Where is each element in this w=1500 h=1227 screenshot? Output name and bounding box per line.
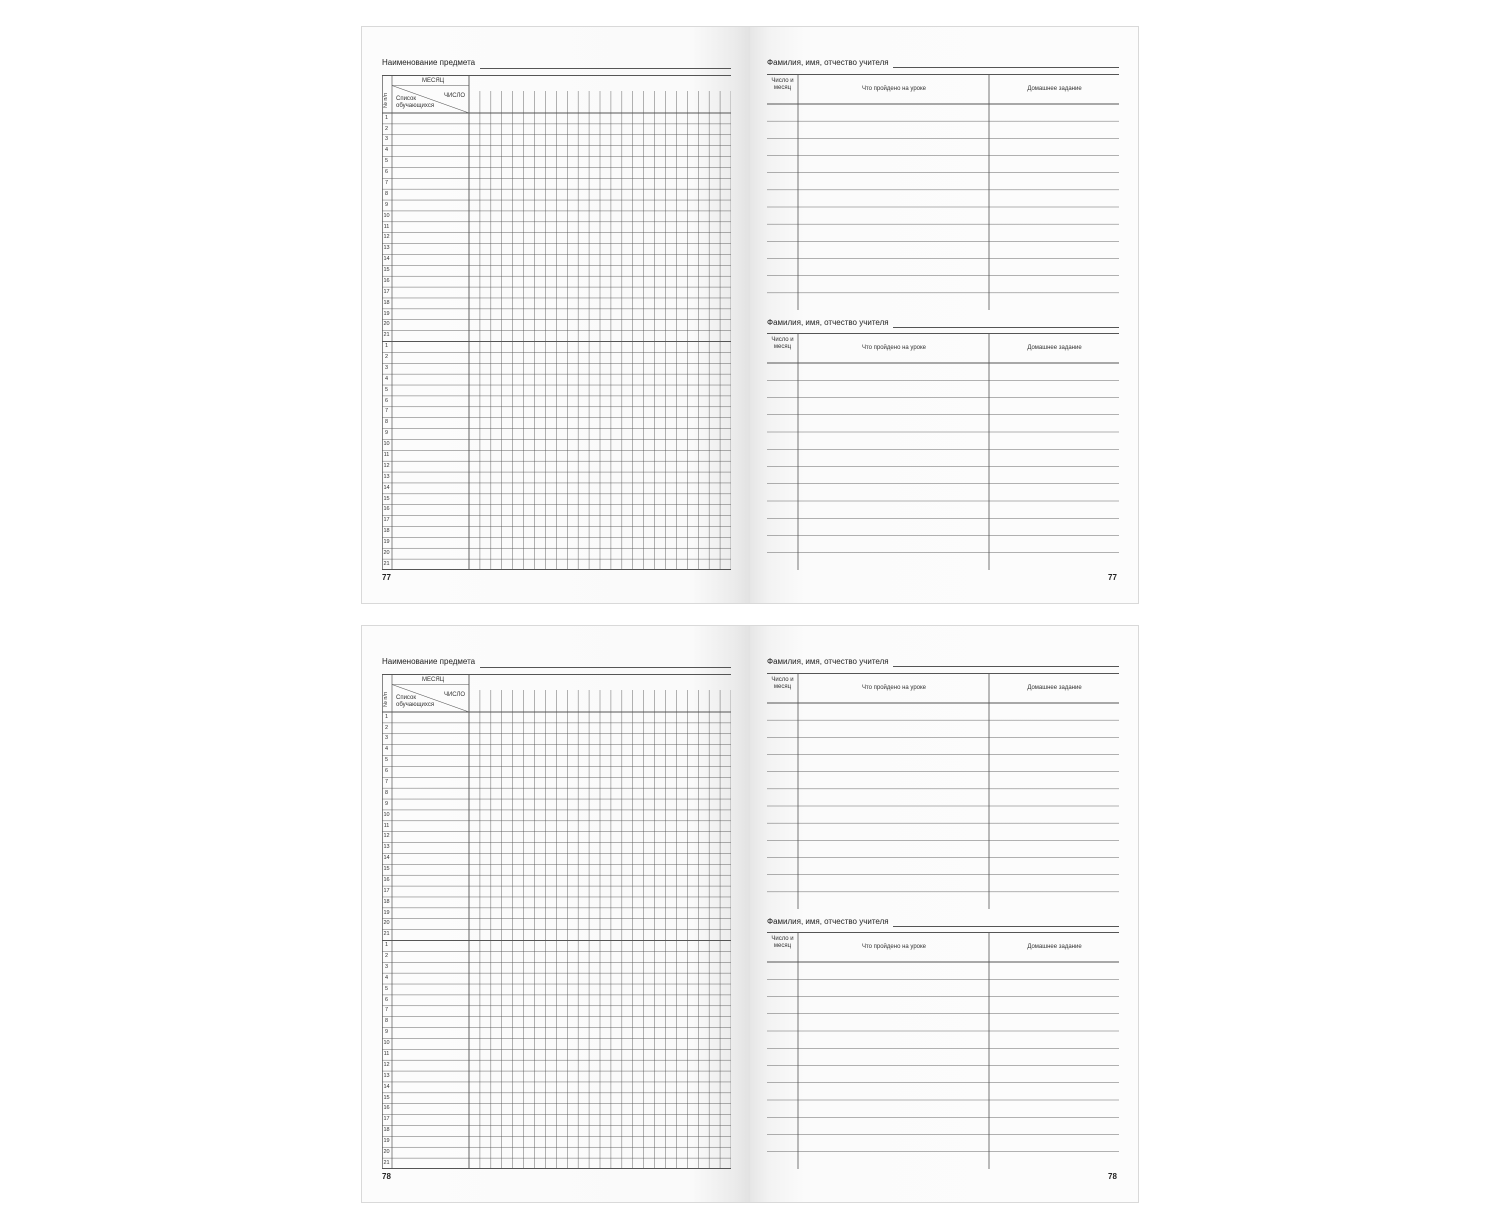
row-number: 13 (383, 473, 390, 480)
teacher-label-bottom: Фамилия, имя, отчество учителя (767, 917, 889, 926)
col-date-header: Число и месяц (771, 337, 794, 350)
page-number-left: 77 (382, 573, 391, 582)
row-number: 17 (383, 288, 390, 295)
row-number: 13 (383, 1072, 390, 1079)
row-number: 14 (383, 1083, 390, 1090)
header-month: МЕСЯЦ (422, 677, 445, 683)
header-students: Список обучающихся (396, 695, 435, 708)
row-number: 3 (384, 136, 389, 143)
row-number: 12 (383, 234, 390, 241)
row-number: 13 (383, 245, 390, 252)
row-number: 8 (384, 1018, 389, 1025)
row-number: 1 (384, 713, 389, 720)
left-page-grades (362, 27, 750, 603)
teacher-field-line-top[interactable] (893, 67, 1119, 68)
teacher-field-line-bottom[interactable] (893, 926, 1119, 927)
row-number: 18 (383, 898, 390, 905)
row-number: 7 (384, 408, 389, 415)
col-covered-header: Что пройдено на уроке (861, 345, 927, 351)
row-number: 9 (384, 430, 389, 437)
row-number: 4 (384, 974, 389, 981)
grades-grid[interactable] (382, 75, 731, 570)
row-number: 12 (383, 462, 390, 469)
row-number: 8 (384, 789, 389, 796)
col-homework-header: Домашнее задание (1027, 685, 1082, 691)
col-date-header: Число и месяц (771, 936, 794, 949)
row-number: 5 (384, 757, 389, 764)
row-number: 7 (384, 778, 389, 785)
row-number: 15 (383, 267, 390, 274)
teacher-label-bottom: Фамилия, имя, отчество учителя (767, 318, 889, 327)
row-number: 18 (383, 299, 390, 306)
row-number: 9 (384, 800, 389, 807)
row-number: 18 (383, 1127, 390, 1134)
row-number: 15 (383, 866, 390, 873)
row-number: 3 (384, 963, 389, 970)
row-number: 5 (384, 386, 389, 393)
row-number: 20 (383, 321, 390, 328)
row-number: 4 (384, 147, 389, 154)
header-month: МЕСЯЦ (422, 78, 445, 84)
row-number: 7 (384, 1007, 389, 1014)
lesson-table-top[interactable] (767, 74, 1119, 310)
subject-label: Наименование предмета (382, 657, 476, 666)
subject-field-line[interactable] (480, 68, 731, 69)
col-homework-header: Домашнее задание (1027, 944, 1082, 950)
col-date-header: Число и месяц (771, 677, 794, 690)
row-number: 16 (383, 506, 390, 513)
row-number: 6 (384, 169, 389, 176)
row-number: 2 (384, 724, 389, 731)
row-number: 10 (383, 441, 390, 448)
grades-grid[interactable] (382, 674, 731, 1169)
right-page-lessons (750, 626, 1138, 1202)
row-number: 19 (383, 310, 390, 317)
header-day: ЧИСЛО (444, 93, 466, 99)
lesson-table-top[interactable] (767, 673, 1119, 909)
row-number: 19 (383, 1138, 390, 1145)
row-number: 17 (383, 1116, 390, 1123)
row-number: 20 (383, 1148, 390, 1155)
col-homework-header: Домашнее задание (1027, 86, 1082, 92)
row-number: 16 (383, 1105, 390, 1112)
row-number: 11 (383, 223, 390, 230)
row-number: 4 (384, 746, 389, 753)
row-number: 10 (383, 1040, 390, 1047)
row-number: 17 (383, 887, 390, 894)
row-number: 2 (384, 953, 389, 960)
page-number-right: 77 (1108, 573, 1117, 582)
row-number: 3 (384, 735, 389, 742)
row-number: 14 (383, 855, 390, 862)
row-number: 15 (383, 1094, 390, 1101)
page-number-right: 78 (1108, 1172, 1117, 1181)
row-number: 12 (383, 1061, 390, 1068)
row-number: 16 (383, 876, 390, 883)
row-number: 14 (383, 484, 390, 491)
subject-field-line[interactable] (480, 667, 731, 668)
row-number: 17 (383, 517, 390, 524)
row-number: 14 (383, 256, 390, 263)
page-number-left: 78 (382, 1172, 391, 1181)
row-number: 18 (383, 528, 390, 535)
row-number: 15 (383, 495, 390, 502)
row-number: 9 (384, 1029, 389, 1036)
row-number: 9 (384, 201, 389, 208)
row-number: 21 (383, 931, 390, 938)
row-number: 19 (383, 909, 390, 916)
row-number: 20 (383, 920, 390, 927)
lesson-table-bottom[interactable] (767, 932, 1119, 1169)
row-number: 20 (383, 549, 390, 556)
row-number: 21 (383, 1159, 390, 1166)
row-number: 1 (384, 343, 389, 350)
teacher-field-line-bottom[interactable] (893, 327, 1119, 328)
row-number: 8 (384, 419, 389, 426)
row-number: 2 (384, 125, 389, 132)
col-covered-header: Что пройдено на уроке (861, 944, 927, 950)
subject-label: Наименование предмета (382, 58, 476, 67)
teacher-field-line-top[interactable] (893, 666, 1119, 667)
row-number: 1 (384, 114, 389, 121)
spread-pages-78 (361, 625, 1139, 1203)
row-number: 11 (383, 1051, 390, 1057)
row-number: 6 (384, 996, 389, 1003)
row-number: 11 (383, 452, 390, 458)
row-number: 5 (384, 985, 389, 992)
spread-pages-77 (361, 26, 1139, 604)
header-number: № п/п (383, 692, 389, 707)
row-number: 4 (384, 375, 389, 382)
col-covered-header: Что пройдено на уроке (861, 685, 927, 691)
header-students: Список обучающихся (396, 96, 435, 109)
teacher-label-top: Фамилия, имя, отчество учителя (767, 657, 889, 666)
left-page-grades (362, 626, 750, 1202)
row-number: 7 (384, 179, 389, 186)
row-number: 10 (383, 212, 390, 219)
row-number: 6 (384, 768, 389, 775)
row-number: 21 (383, 332, 390, 339)
row-number: 10 (383, 811, 390, 818)
row-number: 21 (383, 560, 390, 567)
row-number: 2 (384, 354, 389, 361)
col-covered-header: Что пройдено на уроке (861, 86, 927, 92)
row-number: 3 (384, 364, 389, 371)
row-number: 11 (383, 822, 390, 829)
lesson-table-bottom[interactable] (767, 333, 1119, 570)
row-number: 13 (383, 844, 390, 851)
right-page-lessons (750, 27, 1138, 603)
row-number: 19 (383, 539, 390, 546)
row-number: 8 (384, 190, 389, 197)
teacher-label-top: Фамилия, имя, отчество учителя (767, 58, 889, 67)
header-day: ЧИСЛО (444, 692, 466, 698)
row-number: 5 (384, 158, 389, 165)
row-number: 12 (383, 833, 390, 840)
row-number: 16 (383, 277, 390, 284)
row-number: 1 (384, 942, 389, 949)
row-number: 6 (384, 397, 389, 404)
col-homework-header: Домашнее задание (1027, 345, 1082, 351)
header-number: № п/п (383, 93, 389, 108)
col-date-header: Число и месяц (771, 78, 794, 91)
